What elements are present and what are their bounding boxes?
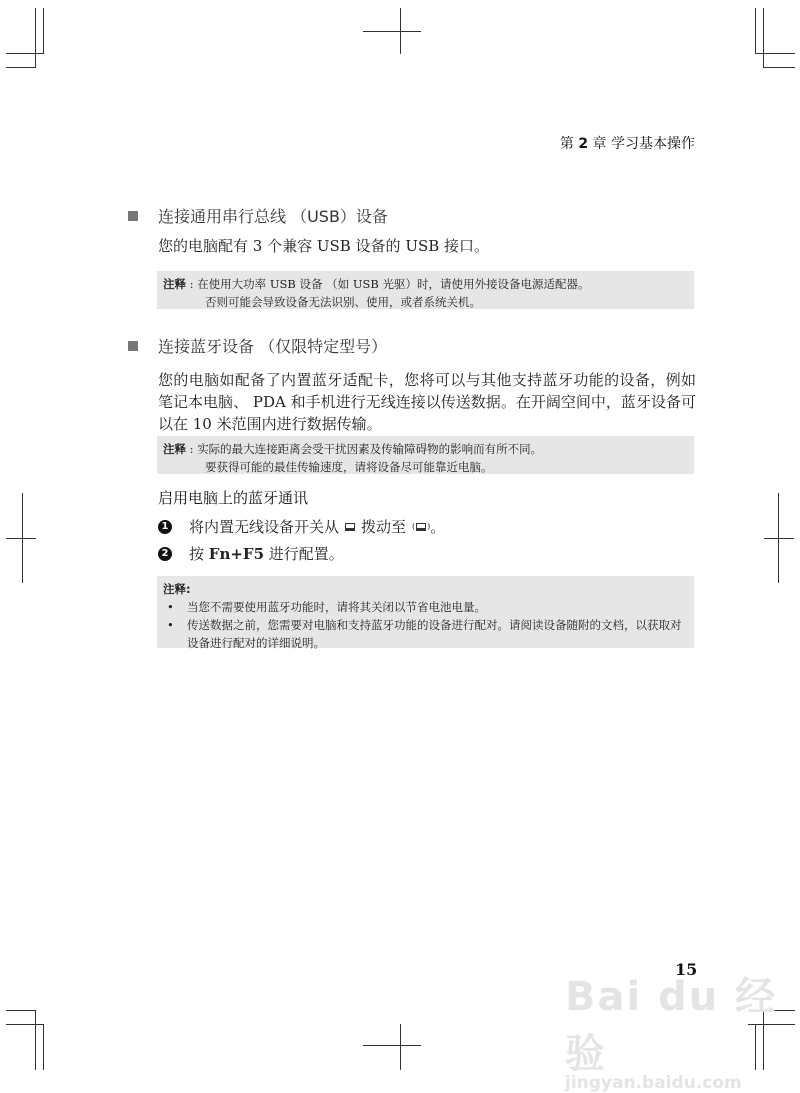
watermark-brand: Bai du 经验 <box>565 974 778 1077</box>
crop-mark <box>6 67 36 68</box>
square-bullet-icon <box>128 341 138 351</box>
note-line: 要获得可能的最佳传输速度，请将设备尽可能靠近电脑。 <box>205 460 493 474</box>
note-bullet: • 传送数据之前，您需要对电脑和支持蓝牙功能的设备进行配对。请阅读设备随附的文档，以获取对设备进行配对的详细说明。 <box>163 616 688 652</box>
section-title-usb <box>128 204 388 227</box>
crop-mark <box>764 538 794 539</box>
bluetooth-body: 您的电脑如配备了内置蓝牙适配卡，您将可以与其他支持蓝牙功能的设备，例如笔记本电脑、 PDA 和手机进行无线连接以传送数据。在开阔空间中，蓝牙设备可以在 10 米范围内进行数据传输。 <box>158 371 696 433</box>
crop-mark <box>6 53 44 54</box>
crop-mark <box>363 1045 421 1046</box>
crop-mark <box>35 1010 36 1070</box>
crop-mark <box>363 31 421 32</box>
section-title-text: 连接通用串行总线 （USB）设备 <box>158 207 388 226</box>
note-line: 否则可能会导致设备无法识别、使用，或者系统关机。 <box>205 295 481 309</box>
step-1 <box>158 516 445 537</box>
crop-mark <box>6 1010 36 1011</box>
page-number: 15 <box>675 960 698 979</box>
laptop-wireless-icon: ( ) <box>412 522 431 531</box>
crop-mark <box>400 1024 401 1070</box>
note-line: 实际的最大连接距离会受干扰因素及传输障碍物的影响而有所不同。 <box>197 442 543 456</box>
bluetooth-note: 注释 : 实际的最大连接距离会受干扰因素及传输障碍物的影响而有所不同。 要获得可能的最佳传输速度，请将设备尽可能靠近电脑。 <box>157 436 694 474</box>
crop-mark <box>43 1024 44 1070</box>
section-title-text: 连接蓝牙设备 （仅限特定型号） <box>158 337 388 356</box>
note-bullet: • 当您不需要使用蓝牙功能时，请将其关闭以节省电池电量。 <box>163 598 688 616</box>
step-number-icon: 2 <box>158 547 172 561</box>
crop-mark <box>43 8 44 54</box>
section-title-bluetooth <box>128 334 387 357</box>
chapter-header <box>545 133 695 153</box>
step-number-icon: 1 <box>158 520 172 534</box>
crop-mark <box>6 1024 44 1025</box>
crop-mark <box>763 67 795 68</box>
usb-body: 您的电脑配有 3 个兼容 USB 设备的 USB 接口。 <box>158 237 490 255</box>
crop-mark <box>755 8 756 54</box>
note-label: 注释: <box>163 582 191 596</box>
crop-mark <box>35 8 36 68</box>
crop-mark <box>755 53 795 54</box>
watermark <box>565 965 800 1093</box>
note-label: 注释 <box>163 442 186 456</box>
note-label: 注释 <box>163 277 186 291</box>
chapter-suffix: 章 <box>592 136 607 152</box>
key-combo: Fn+F5 <box>208 544 265 563</box>
usb-note: 注释 : 在使用大功率 USB 设备 （如 USB 光驱）时，请使用外接设备电源适配器。 否则可能会导致设备无法识别、使用，或者系统关机。 <box>157 271 694 309</box>
chapter-prefix: 第 <box>559 136 574 152</box>
step-text: 进行配置。 <box>268 545 344 563</box>
chapter-number: 2 <box>578 136 589 152</box>
crop-mark <box>763 8 764 68</box>
step-text: 。 <box>430 518 446 536</box>
square-bullet-icon <box>128 211 138 221</box>
note-line: 在使用大功率 USB 设备 （如 USB 光驱）时，请使用外接设备电源适配器。 <box>197 277 590 291</box>
crop-mark <box>6 538 36 539</box>
procedure-note <box>157 576 694 648</box>
procedure-heading: 启用电脑上的蓝牙通讯 <box>158 489 309 507</box>
step-text: 拨动至 <box>361 518 407 536</box>
chapter-title: 学习基本操作 <box>611 136 695 152</box>
step-2 <box>158 543 344 564</box>
step-text: 按 <box>189 545 205 563</box>
laptop-off-icon <box>345 523 355 531</box>
step-text: 将内置无线设备开关从 <box>189 518 340 536</box>
watermark-url: jingyan.baidu.com <box>565 1073 742 1093</box>
